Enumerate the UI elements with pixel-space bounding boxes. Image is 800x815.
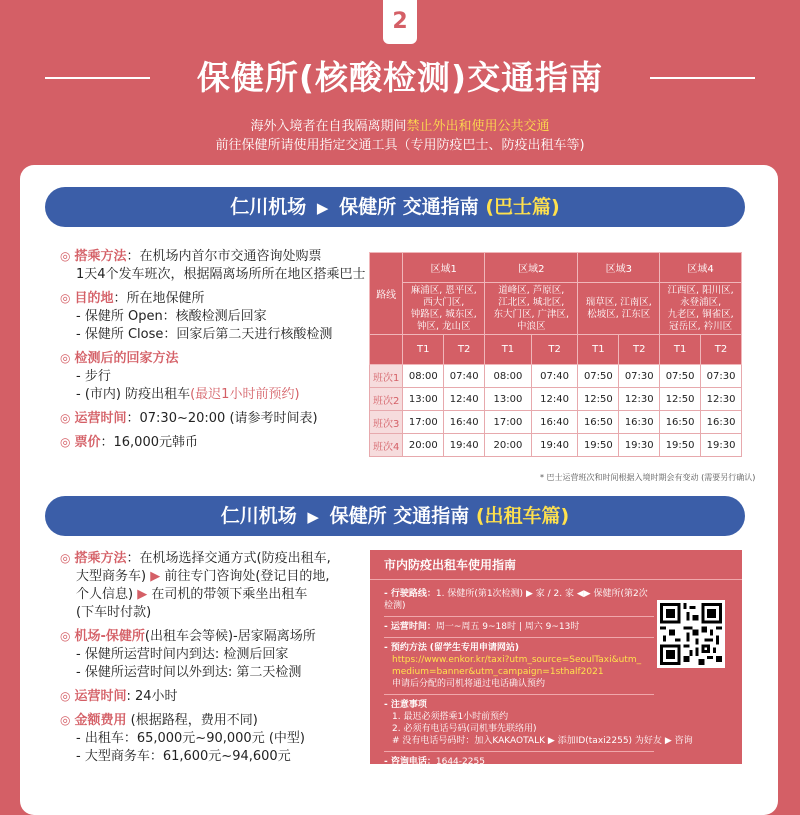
time-cell: 07:50 [578,365,619,388]
time-cell: 16:50 [578,411,619,434]
time-cell: 16:30 [701,411,742,434]
bus-dest-label: 目的地 [74,291,114,306]
bus-header-tag: (巴士篇) [485,196,560,218]
taxi-method-l4: (下车时付款) [76,605,152,620]
time-cell: 19:50 [578,434,619,457]
section-number-badge: 2 [383,0,417,44]
route-header: 路线 [370,253,403,335]
time-cell: 19:40 [531,434,578,457]
bus-method [60,247,366,284]
taxi-hours-label: 运营时间 [74,689,127,704]
time-cell: 13:00 [403,388,444,411]
taxi-method-text: ：在机场选择交通方式(防疫出租车, [126,551,331,566]
taxi-fee-b: - 大型商务车：61,600元~94,600元 [76,749,291,764]
time-cell: 12:30 [619,388,660,411]
taxi-fee-text: (根据路程，费用不同) [130,713,258,728]
zone-header: 区域1 [403,253,485,283]
table-row [370,411,742,434]
bullet-icon: ◎ [60,551,71,565]
bullet-icon: ◎ [60,435,71,449]
time-cell: 17:00 [485,411,532,434]
bus-header-from: 仁川机场 [230,196,307,218]
zone-areas: 瑞草区, 江南区, 松坡区, 江东区 [578,283,660,335]
time-cell: 19:50 [660,434,701,457]
terminal-header: T1 [578,335,619,365]
taxi-method-l2b: 前往专门咨询处(登记目的地, [164,569,330,584]
taxi-method [60,549,360,622]
bus-header-to: 保健所 交通指南 [339,196,479,218]
bus-return-walk: - 步行 [76,369,111,384]
time-cell: 16:30 [619,411,660,434]
taxi-fee-label: 金额费用 [74,713,127,728]
zone-areas: 麻浦区, 恩平区, 西大门区, 钟路区, 城东区, 钟区, 龙山区 [403,283,485,335]
bullet-icon: ◎ [60,689,71,703]
time-cell: 07:30 [701,365,742,388]
bus-fare-label: 票价 [74,435,101,450]
taxi-box-notice: - 注意事项 1. 最迟必须搭乘1小时前预约 2. 必须有电话号码(司机事先联络用) # 没有电话号码时：加入KAKAOTALK ▶ 添加ID(taxi2255) 为好友 ▶ 咨询 [384,700,693,746]
intro-text-a: 海外入境者在自我隔离期间 [250,119,407,134]
trip-label: 班次1 [370,365,403,388]
bus-section-header [45,187,745,227]
time-cell: 16:50 [660,411,701,434]
bullet-icon: ◎ [60,713,71,727]
time-cell: 19:30 [619,434,660,457]
play-arrow-icon: ▶ [525,589,533,599]
taxi-box-body [384,588,693,772]
taxi-header-from: 仁川机场 [220,505,297,527]
zone-areas: 道峰区, 芦原区, 江北区, 城北区, 东大门区, 广津区, 中浪区 [485,283,578,335]
terminal-header: T2 [531,335,578,365]
trip-label: 班次4 [370,434,403,457]
bus-hours-text: ：07:30~20:00 (请参考时间表) [126,411,318,426]
time-cell: 20:00 [403,434,444,457]
terminal-header: T1 [485,335,532,365]
title-rule-left [45,77,150,79]
table-row [370,434,742,457]
time-cell: 20:00 [485,434,532,457]
taxi-route [60,627,360,682]
bullet-icon: ◎ [60,291,71,305]
taxi-hours-text: : 24小时 [126,689,178,704]
taxi-method-l3b: 在司机的带领下乘坐出租车 [151,587,308,602]
play-arrow-icon: ▶ [137,587,148,602]
time-cell: 19:30 [701,434,742,457]
terminal-header: T2 [619,335,660,365]
trip-label: 班次3 [370,411,403,434]
intro-highlight: 禁止外出和使用公共交通 [406,119,550,134]
time-cell: 16:40 [444,411,485,434]
bus-dest-text: ：所在地保健所 [113,291,205,306]
time-cell: 12:30 [701,388,742,411]
table-row [370,388,742,411]
time-cell: 08:00 [485,365,532,388]
bus-method-text-2: 1天4个发车班次，根据隔离场所所在地区搭乘巴士 [76,267,366,282]
bullet-icon: ◎ [60,411,71,425]
play-arrow-icon: ▶ [547,736,555,746]
zone-header: 区域2 [485,253,578,283]
terminal-header: T1 [403,335,444,365]
zone-header: 区域4 [660,253,742,283]
zone-header: 区域3 [578,253,660,283]
booking-link[interactable]: https://www.enkor.kr/taxi?utm_source=SeoulTaxi&utm_ [392,655,642,665]
schedule-note: * 巴士运营班次和时间根据入境时期会有变动 (需要另行确认) [540,473,756,482]
taxi-header-to: 保健所 交通指南 [329,505,470,527]
bus-hours [60,409,366,428]
page-title: 保健所(核酸检测)交通指南 [196,58,604,97]
bus-method-text: ：在机场内首尔市交通咨询处购票 [126,249,322,264]
bus-schedule-table [369,252,742,457]
time-cell: 07:40 [444,365,485,388]
time-cell: 12:40 [531,388,578,411]
trip-label: 班次2 [370,388,403,411]
taxi-route-label: 机场-保健所 [74,629,145,644]
bus-destination [60,289,366,344]
arrow-right-icon: ▶ [316,199,329,217]
time-cell: 16:40 [531,411,578,434]
bus-hours-label: 运营时间 [74,411,127,426]
time-cell: 12:50 [578,388,619,411]
bus-return [60,349,366,404]
taxi-fee [60,711,360,766]
booking-link-cont[interactable]: medium=banner&utm_campaign=1sthalf2021 [392,667,604,677]
play-arrow-icon: ◀▶ [576,589,591,599]
bus-method-label: 搭乘方法 [74,249,127,264]
time-cell: 08:00 [403,365,444,388]
intro-text [0,117,800,155]
terminal-header: T1 [660,335,701,365]
bus-dest-close: - 保健所 Close：回家后第二天进行核酸检测 [76,327,333,342]
zone-areas: 江西区, 阳川区, 永登浦区, 九老区, 铜雀区, 冠岳区, 衿川区 [660,283,742,335]
taxi-route-text: (出租车会等候)-居家隔离场所 [144,629,316,644]
terminal-header: T2 [444,335,485,365]
time-cell: 12:50 [660,388,701,411]
time-cell: 13:00 [485,388,532,411]
time-cell: 17:00 [403,411,444,434]
intro-line-2: 前往保健所请使用指定交通工具（专用防疫巴士、防疫出租车等) [215,138,585,153]
time-cell: 07:50 [660,365,701,388]
bus-return-taxi: - (市内) 防疫出租车 [76,387,191,402]
taxi-hours [60,687,360,706]
taxi-method-label: 搭乘方法 [74,551,127,566]
terminal-header: T2 [701,335,742,365]
taxi-box-route: - 行驶路线：1. 保健所(第1次检测) ▶ 家 / 2. 家 ◀▶ 保健所(第2次检测) [384,589,648,611]
title-rule-right [650,77,755,79]
time-cell: 07:30 [619,365,660,388]
time-cell: 07:40 [531,365,578,388]
city-taxi-guide-box [370,550,742,767]
qr-code-icon[interactable] [657,600,725,668]
terminal-spacer [370,335,403,365]
bus-fare-text: ：16,000元韩币 [100,435,198,450]
divider [384,616,654,617]
divider [384,751,654,752]
taxi-box-booking: - 预约方法 (留学生专用申请网站) https://www.enkor.kr/taxi?utm_source=SeoulTaxi&utm_ medium=banner&utm_campaign=1sthalf2021 申请后分配的司机将通过电话确认预约 [384,642,654,690]
taxi-route-a: - 保健所运营时间内到达: 检测后回家 [76,647,289,662]
taxi-section-header [45,496,745,536]
play-arrow-icon: ▶ [150,569,161,584]
bus-return-label: 检测后的回家方法 [74,351,179,366]
taxi-box-phone: - 咨询电话：1644-2255 [384,757,485,767]
bullet-icon: ◎ [60,629,71,643]
bus-return-taxi-note: (最迟1小时前预约) [190,387,300,402]
taxi-route-b: - 保健所运营时间以外到达: 第二天检测 [76,665,302,680]
taxi-fee-a: - 出租车：65,000元~90,000元 (中型) [76,731,305,746]
taxi-info [60,549,360,771]
arrow-right-icon: ▶ [307,508,319,526]
taxi-method-l2a: 大型商务车) [76,569,147,584]
bullet-icon: ◎ [60,249,71,263]
intro-line-1 [0,117,800,136]
table-row [370,365,742,388]
bus-info [60,247,366,457]
taxi-box-title: 市内防疫出租车使用指南 [370,550,742,580]
time-cell: 19:40 [444,434,485,457]
main-title-block [0,56,800,100]
time-cell: 12:40 [444,388,485,411]
play-arrow-icon: ▶ [664,736,672,746]
divider [384,694,654,695]
bus-fare [60,433,366,452]
bullet-icon: ◎ [60,351,71,365]
bus-dest-open: - 保健所 Open：核酸检测后回家 [76,309,267,324]
taxi-box-hours: - 运营时间：周一~周五 9~18时 | 周六 9~13时 [384,622,580,632]
divider [384,637,654,638]
taxi-method-l3a: 个人信息) [76,587,134,602]
taxi-header-tag: (出租车篇) [475,505,570,527]
